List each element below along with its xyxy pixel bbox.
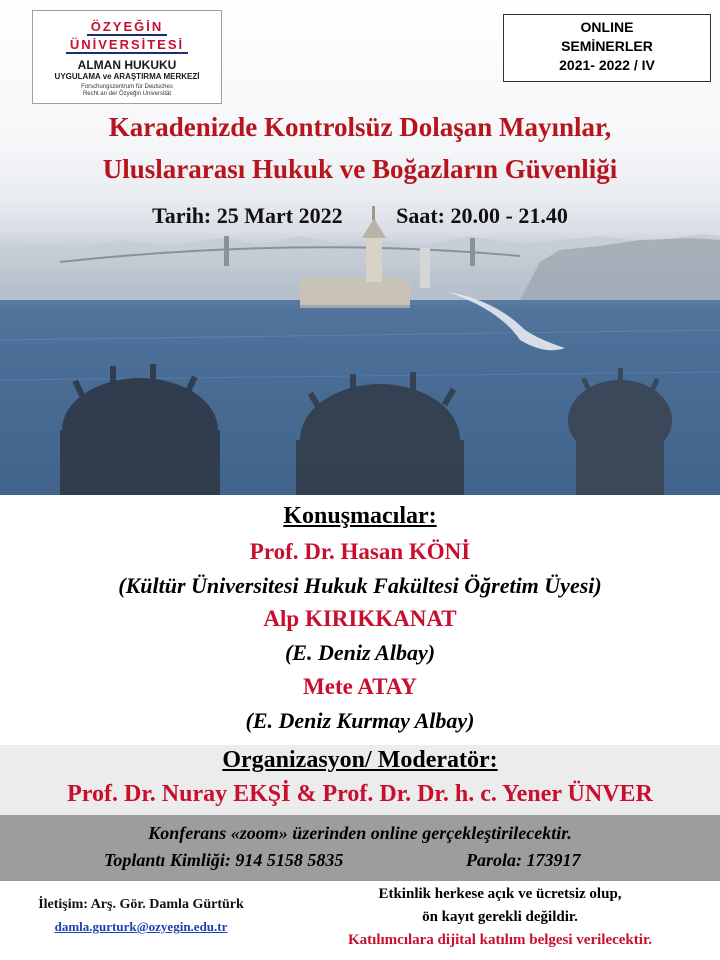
- zoom-password: Parola: 173917: [466, 850, 581, 870]
- zoom-info-section: [0, 815, 720, 881]
- notice-line1: Etkinlik herkese açık ve ücretsiz olup,: [378, 886, 622, 902]
- event-title-line1: Karadenizde Kontrolsüz Dolaşan Mayınlar,: [108, 112, 612, 142]
- seminar-box-line2: SEMİNERLER: [561, 38, 653, 54]
- zoom-notice: Konferans «zoom» üzerinden online gerçekleştirilecektir.: [148, 823, 572, 843]
- logo-research-center: UYGULAMA ve ARAŞTIRMA MERKEZİ: [54, 72, 200, 81]
- seminar-box-line3: 2021- 2022 / IV: [559, 57, 655, 73]
- event-date: Tarih: 25 Mart 2022: [152, 203, 343, 228]
- speaker-role: (Kültür Üniversitesi Hukuk Fakültesi Öğretim Üyesi): [118, 573, 602, 598]
- speakers-heading: Konuşmacılar:: [283, 503, 437, 529]
- speaker-role: (E. Deniz Albay): [284, 640, 436, 665]
- speaker-role: (E. Deniz Kurmay Albay): [245, 708, 475, 733]
- notice-certificate: Katılımcılara dijital katılım belgesi verilecektir.: [348, 932, 652, 948]
- seminar-box-line1: ONLINE: [580, 19, 634, 35]
- logo-german-line1: Forschungszentrum für Deutsches: [81, 84, 173, 90]
- event-time: Saat: 20.00 - 21.40: [396, 203, 568, 228]
- date-time-line: [0, 203, 720, 229]
- notice-line2: ön kayıt gerekli değildir.: [422, 909, 578, 925]
- logo-german-line2: Recht an der Özyeğin Universität: [82, 91, 172, 97]
- organizer-names: Prof. Dr. Nuray EKŞİ & Prof. Dr. Dr. h. c. Yener ÜNVER: [67, 781, 653, 807]
- logo-university-name-line2: ÜNİVERSİTESİ: [66, 37, 188, 54]
- logo-department: ALMAN HUKUKU: [77, 58, 177, 72]
- speaker-name: Alp KIRIKKANAT: [263, 606, 457, 631]
- university-logo: [32, 10, 222, 104]
- contact-label: İletişim: Arş. Gör. Damla Gürtürk: [38, 897, 244, 912]
- speaker-name: Mete ATAY: [303, 674, 417, 699]
- zoom-meeting-id: Toplantı Kimliği: 914 5158 5835: [104, 850, 344, 870]
- organization-heading: Organizasyon/ Moderatör:: [222, 747, 498, 773]
- logo-university-name-line1: ÖZYEĞİN: [87, 19, 168, 36]
- organization-section: [0, 745, 720, 815]
- event-title-line2: Uluslararası Hukuk ve Boğazların Güvenliği: [102, 154, 618, 184]
- contact-email-link[interactable]: damla.gurturk@ozyegin.edu.tr: [54, 919, 228, 934]
- speaker-name: Prof. Dr. Hasan KÖNİ: [249, 539, 471, 564]
- speakers-section: [0, 495, 720, 745]
- online-seminars-box: [503, 14, 711, 82]
